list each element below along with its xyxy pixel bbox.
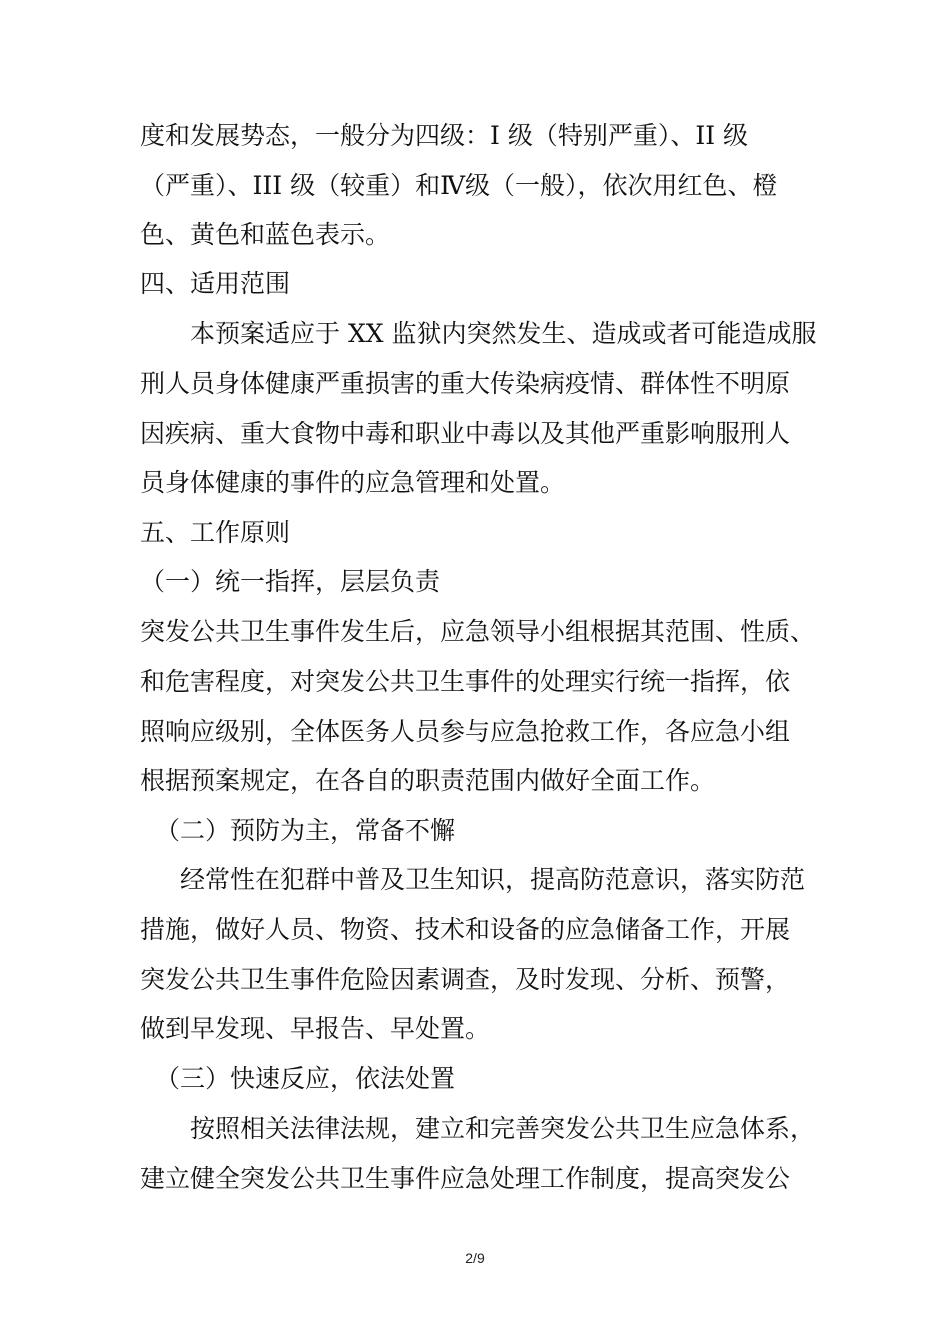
text-line-7: 因疾病、重大食物中毒和职业中毒以及其他严重影响服刑人 bbox=[140, 419, 791, 448]
text-line-6: 刑人员身体健康严重损害的重大传染病疫情、群体性不明原 bbox=[140, 369, 791, 398]
text-line-21: 按照相关法律法规，建立和完善突发公共卫生应急体系， bbox=[190, 1114, 816, 1143]
page-number: 2/9 bbox=[465, 1250, 485, 1266]
section-heading-4: 四、适用范围 bbox=[140, 269, 291, 298]
subheading-2: （二）预防为主，常备不懈 bbox=[155, 816, 456, 845]
text-line-1: 度和发展势态，一般分为四级：I 级（特别严重）、II 级 bbox=[140, 121, 749, 150]
subheading-1: （一）统一指挥，层层负责 bbox=[140, 567, 441, 596]
text-line-16: 经常性在犯群中普及卫生知识，提高防范意识，落实防范 bbox=[180, 865, 806, 894]
section-heading-5: 五、工作原则 bbox=[140, 518, 291, 547]
text-line-18: 突发公共卫生事件危险因素调查，及时发现、分析、预警， bbox=[140, 965, 791, 994]
text-line-12: 和危害程度，对突发公共卫生事件的处理实行统一指挥，依 bbox=[140, 667, 791, 696]
text-line-5: 本预案适应于 XX 监狱内突然发生、造成或者可能造成服 bbox=[190, 319, 817, 348]
text-line-2: （严重）、III 级（较重）和Ⅳ级（一般），依次用红色、橙 bbox=[140, 171, 778, 200]
text-line-22: 建立健全突发公共卫生事件应急处理工作制度，提高突发公 bbox=[140, 1164, 791, 1193]
text-line-17: 措施，做好人员、物资、技术和设备的应急储备工作，开展 bbox=[140, 915, 791, 944]
text-line-3: 色、黄色和蓝色表示。 bbox=[140, 220, 391, 249]
text-line-14: 根据预案规定，在各自的职责范围内做好全面工作。 bbox=[140, 766, 716, 795]
text-line-19: 做到早发现、早报告、早处置。 bbox=[140, 1014, 491, 1043]
text-line-13: 照响应级别，全体医务人员参与应急抢救工作，各应急小组 bbox=[140, 717, 791, 746]
subheading-3: （三）快速反应，依法处置 bbox=[155, 1064, 456, 1093]
text-line-8: 员身体健康的事件的应急管理和处置。 bbox=[140, 468, 566, 497]
text-line-11: 突发公共卫生事件发生后，应急领导小组根据其范围、性质、 bbox=[140, 617, 816, 646]
